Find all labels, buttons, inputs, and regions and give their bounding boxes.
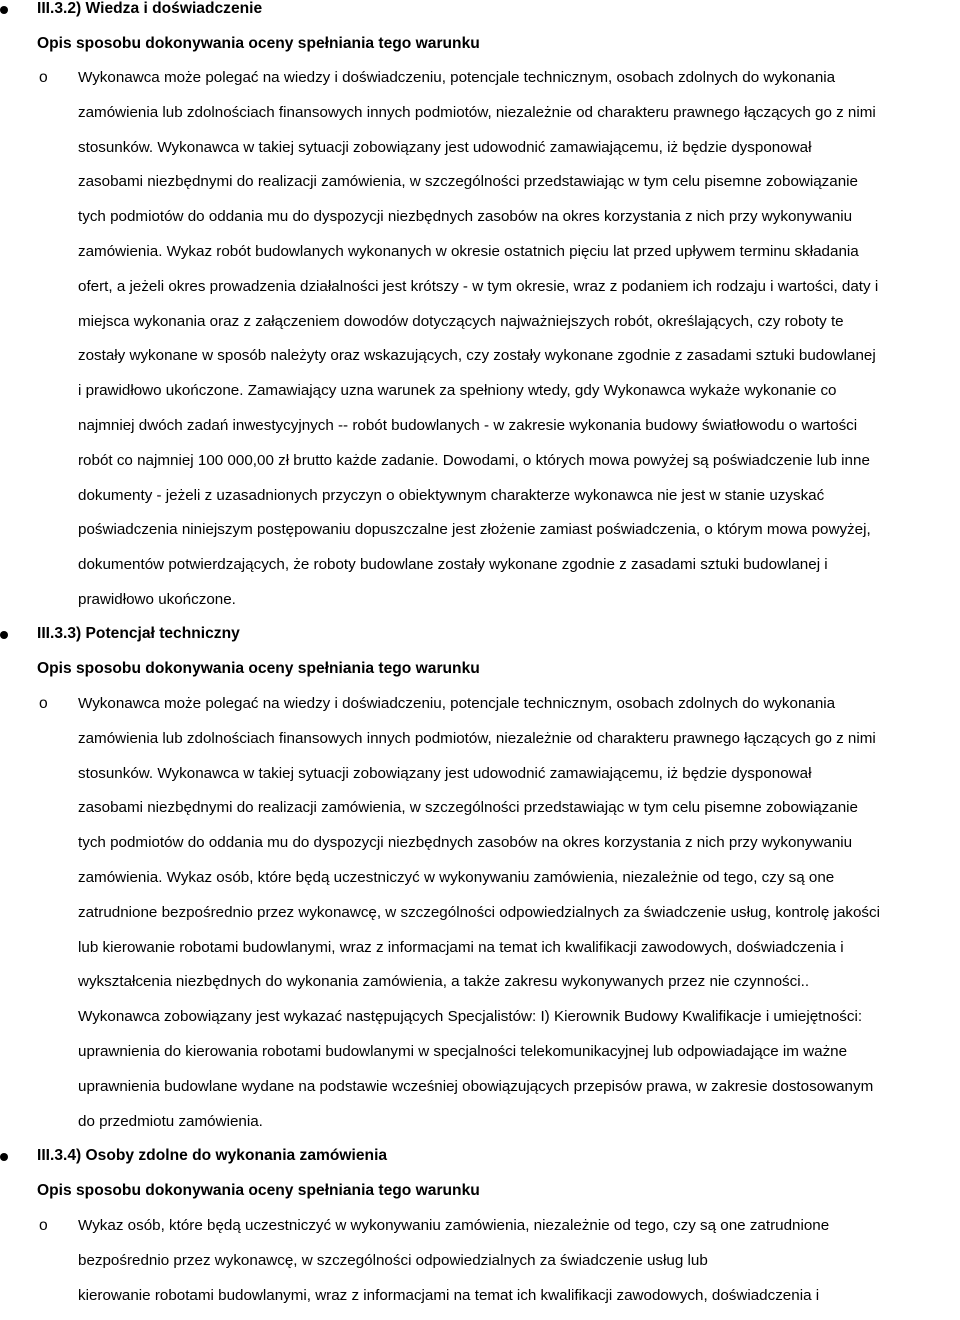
text-line: dokumentów potwierdzających, że roboty budowlane zostały wykonane zgodnie z zasadami sztuki budowlanej i (78, 556, 828, 574)
assessment-heading: Opis sposobu dokonywania oceny spełniania tego warunku (37, 1182, 480, 1199)
list-marker-icon: o (39, 69, 48, 86)
text-line: zamówienia. Wykaz robót budowlanych wykonanych w okresie ostatnich pięciu lat przed upływem terminu składania (78, 242, 859, 260)
text-line: stosunków. Wykonawca w takiej sytuacji zobowiązany jest udowodnić zamawiającemu, iż będzie dysponował (78, 138, 812, 156)
text-line: Wykonawca zobowiązany jest wykazać następujących Specjalistów: I) Kierownik Budowy Kwalifikacje i umiejętności: (78, 1008, 863, 1026)
text-line: ofert, a jeżeli okres prowadzenia działalności jest krótszy - w tym okresie, wraz z podaniem ich rodzaju i wartości, daty i (78, 277, 879, 295)
text-line: lub kierowanie robotami budowlanymi, wraz z informacjami na temat ich kwalifikacji zawodowych, doświadczenia i (78, 938, 844, 956)
section-title: III.3.4) Osoby zdolne do wykonania zamówienia (37, 1147, 388, 1164)
text-line: tych podmiotów do oddania mu do dyspozycji niezbędnych zasobów na okres korzystania z nich przy wykonywaniu (78, 834, 853, 852)
list-marker-icon: o (39, 695, 48, 712)
text-line: stosunków. Wykonawca w takiej sytuacji zobowiązany jest udowodnić zamawiającemu, iż będzie dysponował (78, 764, 812, 782)
text-line: zamówienia. Wykaz osób, które będą uczestniczyć w wykonywaniu zamówienia, niezależnie od tego, czy są one (78, 868, 835, 886)
section-title: III.3.3) Potencjał techniczny (37, 625, 240, 642)
text-line: tych podmiotów do oddania mu do dyspozycji niezbędnych zasobów na okres korzystania z nich przy wykonywaniu (78, 208, 853, 226)
text-line: poświadczenia niniejszym postępowaniu dopuszczalne jest złożenie zamiast poświadczenia, o którym mowa powyżej, (78, 521, 871, 539)
text-line: uprawnienia budowlane wydane na podstawie wcześniej obowiązujących przepisów prawa, w zakresie dostosowanym (78, 1077, 874, 1095)
assessment-heading: Opis sposobu dokonywania oceny spełniania tego warunku (37, 660, 480, 677)
text-line: uprawnienia do kierowania robotami budowlanymi w specjalności telekomunikacyjnej lub odpowiadające im ważne (78, 1042, 848, 1060)
text-line: Wykonawca może polegać na wiedzy i doświadczeniu, potencjale technicznym, osobach zdolnych do wykonania (78, 69, 836, 86)
text-line: zamówienia lub zdolnościach finansowych innych podmiotów, niezależnie od charakteru prawnego łączących go z nimi (78, 103, 876, 121)
text-line: dokumenty - jeżeli z uzasadnionych przyczyn o obiektywnym charakterze wykonawca nie jest w stanie uzyskać (78, 486, 825, 504)
text-line: zasobami niezbędnymi do realizacji zamówienia, w szczególności przedstawiając w tym celu pisemne zobowiązanie (78, 799, 858, 817)
text-line: bezpośrednio przez wykonawcę, w szczególności odpowiedzialnych za świadczenie usług lub (78, 1251, 708, 1269)
section-body (78, 1216, 958, 1320)
text-line: Wykonawca może polegać na wiedzy i doświadczeniu, potencjale technicznym, osobach zdolnych do wykonania (78, 695, 836, 712)
section-body (78, 694, 958, 1146)
text-line: robót co najmniej 100 000,00 zł brutto każde zadanie. Dowodami, o których mowa powyżej są poświadczenie lub inne (78, 451, 870, 469)
text-line: zasobami niezbędnymi do realizacji zamówienia, w szczególności przedstawiając w tym celu pisemne zobowiązanie (78, 173, 858, 191)
text-line: miejsca wykonania oraz z załączeniem dowodów dotyczących najważniejszych robót, określających, czy roboty te (78, 312, 844, 330)
list-marker-icon: o (39, 1217, 48, 1234)
text-line: Wykaz osób, które będą uczestniczyć w wykonywaniu zamówienia, niezależnie od tego, czy są one zatrudnione (78, 1217, 830, 1234)
text-line: najmniej dwóch zadań inwestycyjnych -- robót budowlanych - w zakresie wykonania budowy światłowodu o wartości (78, 416, 858, 434)
text-line: i prawidłowo ukończone. Zamawiający uzna warunek za spełniony wtedy, gdy Wykonawca wykaże wykonanie co (78, 382, 837, 400)
section-title: III.3.2) Wiedza i doświadczenie (37, 0, 263, 17)
section-body (78, 68, 958, 625)
assessment-heading: Opis sposobu dokonywania oceny spełniania tego warunku (37, 35, 480, 52)
text-line: wykształcenia niezbędnych do wykonania zamówienia, a także zakresu wykonywanych przez nie czynności.. (78, 973, 810, 991)
text-line: kierowanie robotami budowlanymi, wraz z informacjami na temat ich kwalifikacji zawodowych, doświadczenia i (78, 1286, 820, 1304)
text-line: prawidłowo ukończone. (78, 590, 236, 608)
text-line: zatrudnione bezpośrednio przez wykonawcę, w szczególności odpowiedzialnych za świadczenie usług, kontrolę jakości (78, 903, 880, 921)
text-line: zamówienia lub zdolnościach finansowych innych podmiotów, niezależnie od charakteru prawnego łączących go z nimi (78, 729, 876, 747)
bullet-icon (0, 631, 8, 639)
bullet-icon (0, 1153, 8, 1161)
text-line: zostały wykonane w sposób należyty oraz wskazujących, czy zostały wykonane zgodnie z zasadami sztuki budowlanej (78, 347, 876, 365)
text-line: do przedmiotu zamówienia. (78, 1112, 263, 1130)
bullet-icon (0, 6, 8, 14)
